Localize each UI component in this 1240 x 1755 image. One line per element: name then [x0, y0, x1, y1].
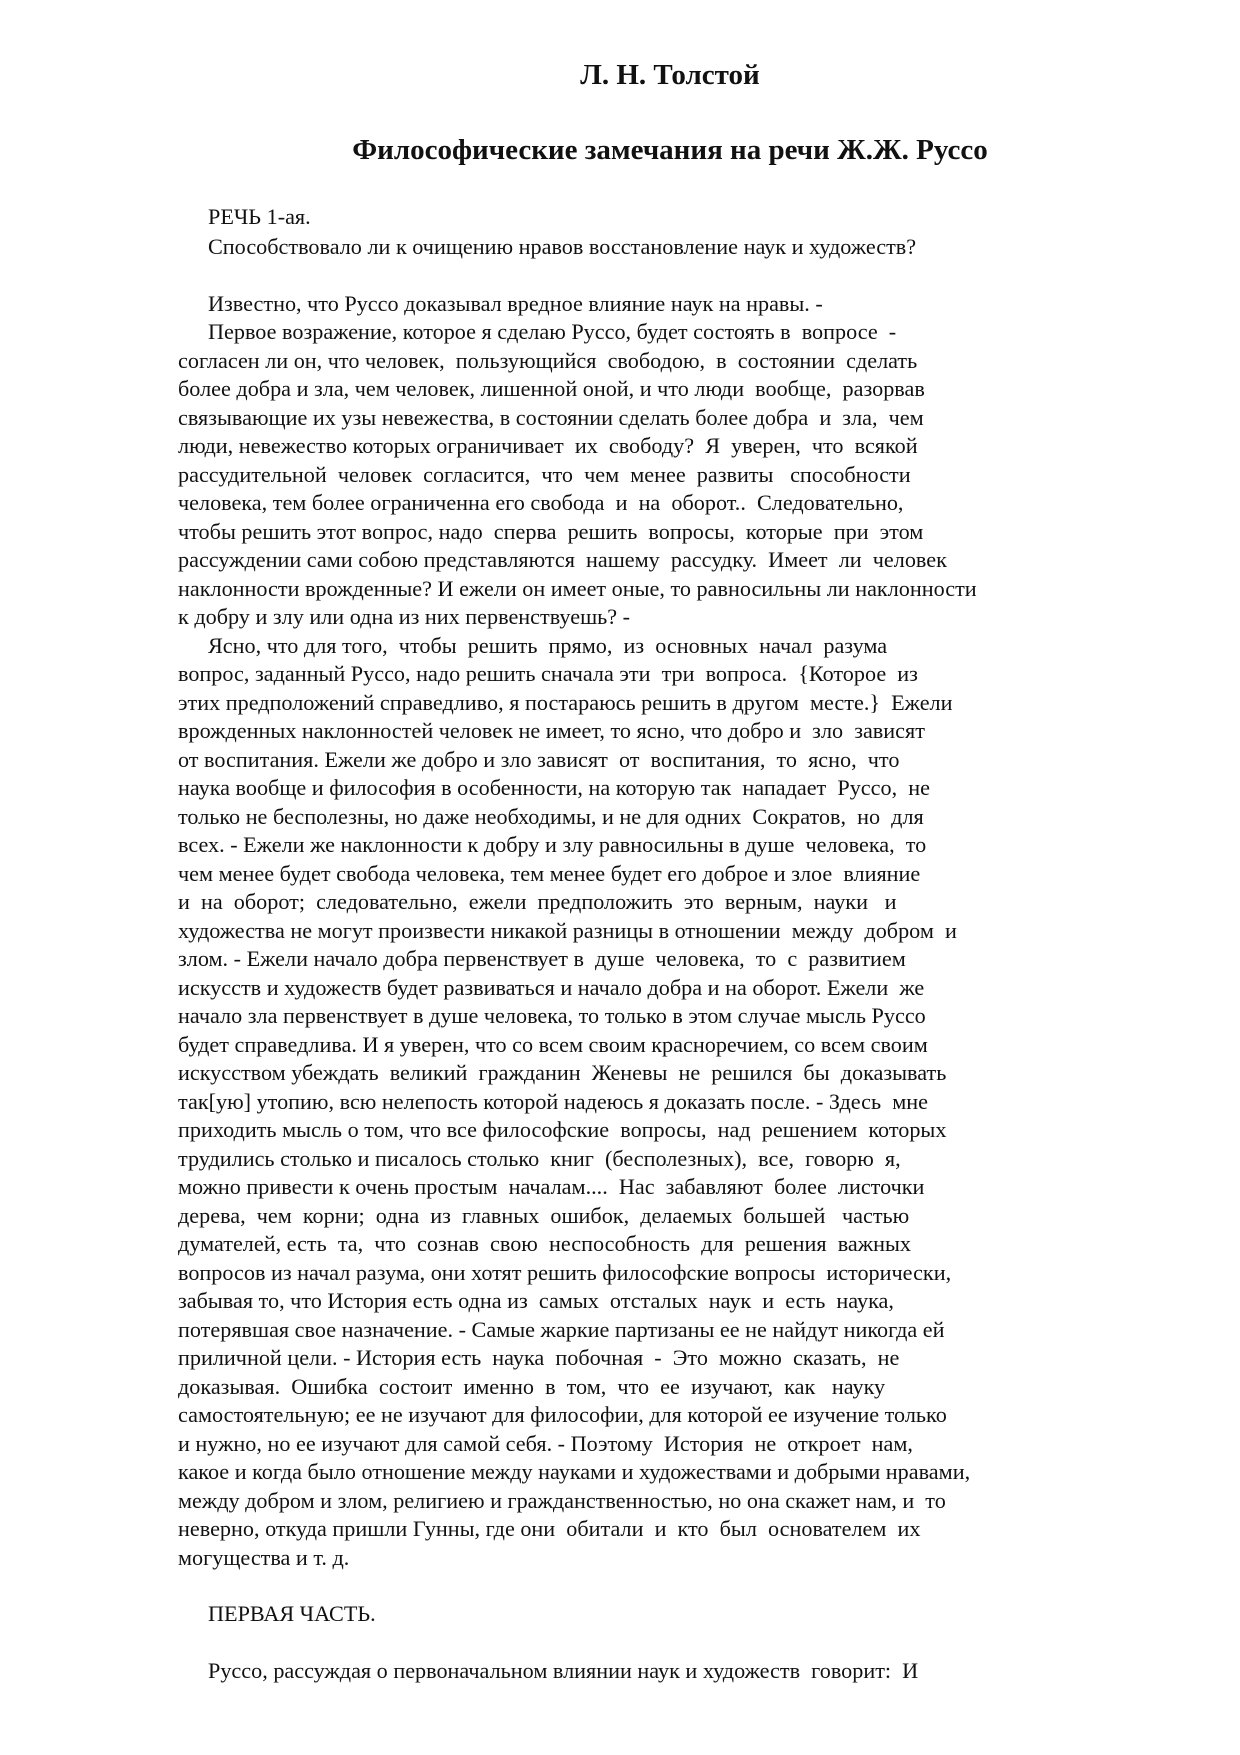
- text-line: доказывая. Ошибка состоит именно в том, что ее изучают, как науку: [178, 1374, 886, 1399]
- text-line: только не бесполезны, но даже необходимы, и не для одних Сократов, но для: [178, 804, 924, 829]
- text-line: приходить мысль о том, что все философские вопросы, над решением которых: [178, 1117, 947, 1142]
- text-line: можно привести к очень простым началам.... Нас забавляют более листочки: [178, 1174, 925, 1199]
- text-line: согласен ли он, что человек, пользующийся свободою, в состоянии сделать: [178, 348, 918, 373]
- part-heading: ПЕРВАЯ ЧАСТЬ.: [208, 1601, 376, 1626]
- text-line: искусств и художеств будет развиваться и начало добра и на оборот. Ежели же: [178, 975, 925, 1000]
- text-line: рассудительной человек согласится, что чем менее развиты способности: [178, 462, 911, 487]
- text-line: этих предположений справедливо, я постараюсь решить в другом месте.} Ежели: [178, 690, 953, 715]
- text-line: будет справедлива. И я уверен, что со всем своим красноречием, со всем своим: [178, 1032, 928, 1057]
- text-line: рассуждении сами собою представляются нашему рассудку. Имеет ли человек: [178, 547, 947, 572]
- text-line: Известно, что Руссо доказывал вредное влияние наук на нравы. -: [208, 291, 823, 316]
- text-line: Руссо, рассуждая о первоначальном влиянии наук и художеств говорит: И: [208, 1658, 919, 1683]
- text-line: Первое возражение, которое я сделаю Руссо, будет состоять в вопросе -: [208, 319, 897, 344]
- text-line: дерева, чем корни; одна из главных ошибок, делаемых большей частью: [178, 1203, 910, 1228]
- text-line: и на оборот; следовательно, ежели предположить это верным, науки и: [178, 889, 897, 914]
- author-heading: Л. Н. Толстой: [580, 59, 760, 91]
- text-line: вопросов из начал разума, они хотят решить философские вопросы исторически,: [178, 1260, 952, 1285]
- text-line: чтобы решить этот вопрос, надо сперва решить вопросы, которые при этом: [178, 519, 924, 544]
- text-line: какое и когда было отношение между науками и художествами и добрыми нравами,: [178, 1459, 971, 1484]
- text-line: вопрос, заданный Руссо, надо решить сначала эти три вопроса. {Которое из: [178, 661, 918, 686]
- text-line: связывающие их узы невежества, в состоянии сделать более добра и зла, чем: [178, 405, 924, 430]
- text-line: забывая то, что История есть одна из самых отсталых наук и есть наука,: [178, 1288, 894, 1313]
- text-line: искусством убеждать великий гражданин Женевы не решился бы доказывать: [178, 1060, 947, 1085]
- speech-heading: РЕЧЬ 1-ая.: [208, 204, 311, 229]
- text-line: приличной цели. - История есть наука побочная - Это можно сказать, не: [178, 1345, 900, 1370]
- text-line: трудились столько и писалось столько книг (бесполезных), все, говорю я,: [178, 1146, 901, 1171]
- text-line: от воспитания. Ежели же добро и зло зависят от воспитания, то ясно, что: [178, 747, 900, 772]
- text-line: Ясно, что для того, чтобы решить прямо, из основных начал разума: [208, 633, 888, 658]
- text-line: человека, тем более ограниченна его свобода и на оборот.. Следовательно,: [178, 490, 904, 515]
- text-line: люди, невежество которых ограничивает их свободу? Я уверен, что всякой: [178, 433, 918, 458]
- text-line: неверно, откуда пришли Гунны, где они обитали и кто был основателем их: [178, 1516, 921, 1541]
- text-line: думателей, есть та, что сознав свою неспособность для решения важных: [178, 1231, 911, 1256]
- text-line: между добром и злом, религиею и гражданственностью, но она скажет нам, и то: [178, 1488, 946, 1513]
- text-line: чем менее будет свобода человека, тем менее будет его доброе и злое влияние: [178, 861, 921, 886]
- text-line: могущества и т. д.: [178, 1545, 350, 1570]
- text-line: наклонности врожденные? И ежели он имеет оные, то равносильны ли наклонности: [178, 576, 977, 601]
- text-line: более добра и зла, чем человек, лишенной оной, и что люди вообще, разорвав: [178, 376, 925, 401]
- text-line: художества не могут произвести никакой разницы в отношении между добром и: [178, 918, 957, 943]
- text-line: самостоятельную; ее не изучают для философии, для которой ее изучение только: [178, 1402, 947, 1427]
- text-line: и нужно, но ее изучают для самой себя. - Поэтому История не откроет нам,: [178, 1431, 913, 1456]
- text-line: злом. - Ежели начало добра первенствует в душе человека, то с развитием: [178, 946, 906, 971]
- text-line: всех. - Ежели же наклонности к добру и злу равносильны в душе человека, то: [178, 832, 927, 857]
- text-line: наука вообще и философия в особенности, на которую так нападает Руссо, не: [178, 775, 930, 800]
- speech-question: Способствовало ли к очищению нравов восстановление наук и художеств?: [208, 234, 917, 259]
- text-line: потерявшая свое назначение. - Самые жаркие партизаны ее не найдут никогда ей: [178, 1317, 945, 1342]
- text-line: врожденных наклонностей человек не имеет, то ясно, что добро и зло зависят: [178, 718, 925, 743]
- document-title: Философические замечания на речи Ж.Ж. Руссо: [352, 134, 988, 166]
- text-line: так[ую] утопию, всю нелепость которой надеюсь я доказать после. - Здесь мне: [178, 1089, 929, 1114]
- text-line: к добру и злу или одна из них первенствуешь? -: [178, 604, 631, 629]
- text-line: начало зла первенствует в душе человека, то только в этом случае мысль Руссо: [178, 1003, 926, 1028]
